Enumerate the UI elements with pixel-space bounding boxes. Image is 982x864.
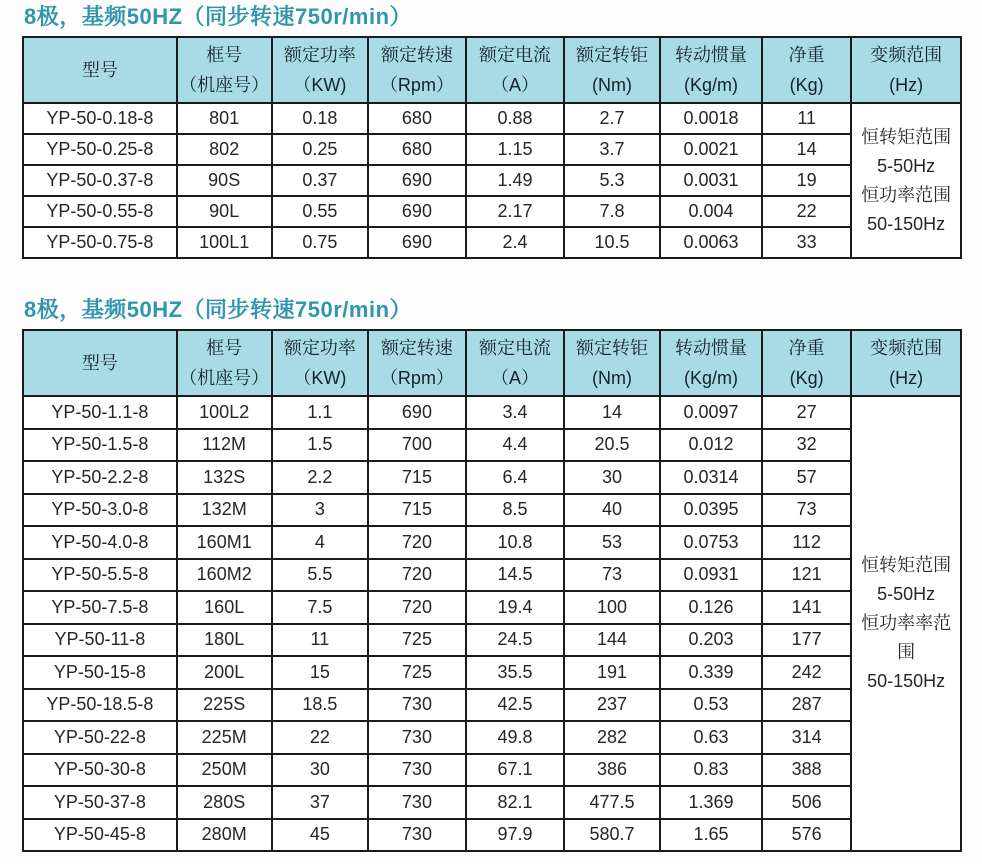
cell: 477.5 (564, 786, 660, 819)
cell: 10.8 (466, 526, 564, 559)
cell: 580.7 (564, 819, 660, 852)
cell: 0.0031 (660, 165, 762, 196)
cell: 6.4 (466, 461, 564, 494)
cell: YP-50-15-8 (23, 656, 177, 689)
cell: 0.25 (272, 134, 369, 165)
cell: YP-50-30-8 (23, 754, 177, 787)
column-header: 变频范围 (Hz) (851, 37, 961, 103)
cell: 0.0097 (660, 396, 762, 429)
cell: 200L (177, 656, 272, 689)
cell: 388 (762, 754, 851, 787)
cell: 2.2 (272, 461, 369, 494)
cell: 0.83 (660, 754, 762, 787)
cell: 725 (368, 656, 466, 689)
column-header: 额定功率 （KW) (272, 37, 369, 103)
cell: YP-50-0.37-8 (23, 165, 177, 196)
table-row (23, 559, 961, 592)
column-header: 额定转钜 (Nm) (564, 330, 660, 396)
cell: 0.63 (660, 721, 762, 754)
table-header (23, 37, 961, 103)
cell: 18.5 (272, 689, 369, 722)
cell: 1.49 (466, 165, 564, 196)
cell: 0.0063 (660, 227, 762, 258)
table-row (23, 591, 961, 624)
cell: 90S (177, 165, 272, 196)
cell: 10.5 (564, 227, 660, 258)
cell: 4 (272, 526, 369, 559)
cell: 30 (272, 754, 369, 787)
cell: 57 (762, 461, 851, 494)
table-row (23, 656, 961, 689)
cell: 0.18 (272, 103, 369, 134)
cell: 0.55 (272, 196, 369, 227)
cell: 1.1 (272, 396, 369, 429)
cell: 7.8 (564, 196, 660, 227)
table-row (23, 461, 961, 494)
cell: YP-50-0.55-8 (23, 196, 177, 227)
cell: 690 (368, 165, 466, 196)
cell: YP-50-3.0-8 (23, 494, 177, 527)
cell: 82.1 (466, 786, 564, 819)
cell: 1.15 (466, 134, 564, 165)
cell: 33 (762, 227, 851, 258)
cell: 24.5 (466, 624, 564, 657)
cell: 144 (564, 624, 660, 657)
cell: 49.8 (466, 721, 564, 754)
column-header: 净重 (Kg) (762, 37, 851, 103)
cell: 242 (762, 656, 851, 689)
cell: 0.004 (660, 196, 762, 227)
table-row (23, 227, 961, 258)
table-row (23, 721, 961, 754)
spec-section-2 (22, 297, 962, 852)
cell: 14 (564, 396, 660, 429)
cell: 225M (177, 721, 272, 754)
column-header: 转动惯量 (Kg/m) (660, 330, 762, 396)
cell: 2.7 (564, 103, 660, 134)
column-header: 额定电流 （A） (466, 37, 564, 103)
cell: 11 (762, 103, 851, 134)
cell: 1.369 (660, 786, 762, 819)
cell: 32 (762, 429, 851, 462)
header-row (23, 330, 961, 396)
table-row (23, 134, 961, 165)
column-header: 转动惯量 (Kg/m) (660, 37, 762, 103)
cell: 100L2 (177, 396, 272, 429)
cell: 250M (177, 754, 272, 787)
cell: 160L (177, 591, 272, 624)
table-row (23, 624, 961, 657)
table-row (23, 689, 961, 722)
cell: 4.4 (466, 429, 564, 462)
column-header: 额定转速 （Rpm） (368, 330, 466, 396)
column-header: 额定功率 （KW) (272, 330, 369, 396)
motor-spec-table-2 (22, 329, 962, 852)
cell: 0.0021 (660, 134, 762, 165)
cell: 0.012 (660, 429, 762, 462)
cell: 730 (368, 754, 466, 787)
cell: 67.1 (466, 754, 564, 787)
cell: 100L1 (177, 227, 272, 258)
table-row (23, 786, 961, 819)
cell: 20.5 (564, 429, 660, 462)
cell: 282 (564, 721, 660, 754)
cell: 386 (564, 754, 660, 787)
cell: 2.4 (466, 227, 564, 258)
column-header: 额定转钜 (Nm) (564, 37, 660, 103)
cell: 0.75 (272, 227, 369, 258)
cell: YP-50-7.5-8 (23, 591, 177, 624)
header-row (23, 37, 961, 103)
column-header: 框号 （机座号） (177, 330, 272, 396)
cell: 53 (564, 526, 660, 559)
cell: YP-50-11-8 (23, 624, 177, 657)
table-title: 8极，基频50HZ（同步转速750r/min） (24, 297, 413, 322)
cell: YP-50-4.0-8 (23, 526, 177, 559)
table-row (23, 526, 961, 559)
cell: 725 (368, 624, 466, 657)
table-row (23, 396, 961, 429)
cell: 160M2 (177, 559, 272, 592)
column-header: 变频范围 (Hz) (851, 330, 961, 396)
cell: 576 (762, 819, 851, 852)
column-header: 净重 (Kg) (762, 330, 851, 396)
cell: 730 (368, 721, 466, 754)
cell: 121 (762, 559, 851, 592)
cell: 690 (368, 196, 466, 227)
cell: 314 (762, 721, 851, 754)
cell: 680 (368, 134, 466, 165)
cell: YP-50-0.75-8 (23, 227, 177, 258)
cell: 177 (762, 624, 851, 657)
cell: 225S (177, 689, 272, 722)
freq-range-cell: 恒转矩范围 5-50Hz 恒功率范围 50-150Hz (851, 103, 961, 258)
cell: 73 (564, 559, 660, 592)
table-row (23, 754, 961, 787)
cell: 19.4 (466, 591, 564, 624)
freq-range-cell: 恒转矩范围 5-50Hz 恒功率率范围 50-150Hz (851, 396, 961, 851)
table-row (23, 494, 961, 527)
cell: 42.5 (466, 689, 564, 722)
cell: 715 (368, 461, 466, 494)
cell: 730 (368, 689, 466, 722)
cell: 0.0395 (660, 494, 762, 527)
cell: 3 (272, 494, 369, 527)
table-row (23, 819, 961, 852)
cell: 3.7 (564, 134, 660, 165)
cell: 0.0314 (660, 461, 762, 494)
cell: 22 (762, 196, 851, 227)
cell: 730 (368, 786, 466, 819)
cell: 0.88 (466, 103, 564, 134)
table-header (23, 330, 961, 396)
cell: YP-50-37-8 (23, 786, 177, 819)
cell: 0.0931 (660, 559, 762, 592)
cell: YP-50-45-8 (23, 819, 177, 852)
cell: 8.5 (466, 494, 564, 527)
cell: 40 (564, 494, 660, 527)
cell: 237 (564, 689, 660, 722)
motor-spec-table-1 (22, 36, 962, 259)
table-row (23, 196, 961, 227)
cell: 5.5 (272, 559, 369, 592)
cell: 19 (762, 165, 851, 196)
cell: 35.5 (466, 656, 564, 689)
cell: 700 (368, 429, 466, 462)
cell: 2.17 (466, 196, 564, 227)
column-header: 额定电流 （A） (466, 330, 564, 396)
cell: 287 (762, 689, 851, 722)
cell: 14.5 (466, 559, 564, 592)
cell: 0.126 (660, 591, 762, 624)
cell: YP-50-22-8 (23, 721, 177, 754)
table-row (23, 165, 961, 196)
cell: 27 (762, 396, 851, 429)
cell: 690 (368, 227, 466, 258)
cell: 0.203 (660, 624, 762, 657)
cell: 506 (762, 786, 851, 819)
cell: 0.0753 (660, 526, 762, 559)
cell: 715 (368, 494, 466, 527)
cell: 3.4 (466, 396, 564, 429)
cell: 802 (177, 134, 272, 165)
cell: 720 (368, 526, 466, 559)
cell: 801 (177, 103, 272, 134)
cell: YP-50-1.5-8 (23, 429, 177, 462)
cell: 37 (272, 786, 369, 819)
cell: 73 (762, 494, 851, 527)
cell: 90L (177, 196, 272, 227)
cell: YP-50-0.18-8 (23, 103, 177, 134)
cell: 720 (368, 591, 466, 624)
cell: 0.339 (660, 656, 762, 689)
table-row (23, 429, 961, 462)
cell: 730 (368, 819, 466, 852)
cell: YP-50-1.1-8 (23, 396, 177, 429)
cell: 720 (368, 559, 466, 592)
column-header: 框号 （机座号） (177, 37, 272, 103)
table-row (23, 103, 961, 134)
cell: 112 (762, 526, 851, 559)
cell: YP-50-5.5-8 (23, 559, 177, 592)
cell: 132S (177, 461, 272, 494)
cell: 280M (177, 819, 272, 852)
table-body (23, 103, 961, 258)
cell: 1.5 (272, 429, 369, 462)
cell: 680 (368, 103, 466, 134)
cell: 97.9 (466, 819, 564, 852)
cell: 0.37 (272, 165, 369, 196)
cell: YP-50-18.5-8 (23, 689, 177, 722)
column-header: 额定转速 （Rpm） (368, 37, 466, 103)
cell: 180L (177, 624, 272, 657)
table-body (23, 396, 961, 851)
cell: 100 (564, 591, 660, 624)
cell: 14 (762, 134, 851, 165)
cell: 0.0018 (660, 103, 762, 134)
cell: 7.5 (272, 591, 369, 624)
cell: 132M (177, 494, 272, 527)
cell: 22 (272, 721, 369, 754)
spec-section-1 (22, 4, 962, 259)
table-title: 8极，基频50HZ（同步转速750r/min） (24, 4, 413, 29)
cell: 141 (762, 591, 851, 624)
cell: 191 (564, 656, 660, 689)
cell: 45 (272, 819, 369, 852)
cell: 1.65 (660, 819, 762, 852)
cell: YP-50-0.25-8 (23, 134, 177, 165)
cell: 11 (272, 624, 369, 657)
cell: 5.3 (564, 165, 660, 196)
cell: 280S (177, 786, 272, 819)
column-header: 型号 (23, 330, 177, 396)
cell: 112M (177, 429, 272, 462)
cell: 160M1 (177, 526, 272, 559)
cell: 30 (564, 461, 660, 494)
cell: 690 (368, 396, 466, 429)
column-header: 型号 (23, 37, 177, 103)
cell: 15 (272, 656, 369, 689)
cell: YP-50-2.2-8 (23, 461, 177, 494)
cell: 0.53 (660, 689, 762, 722)
